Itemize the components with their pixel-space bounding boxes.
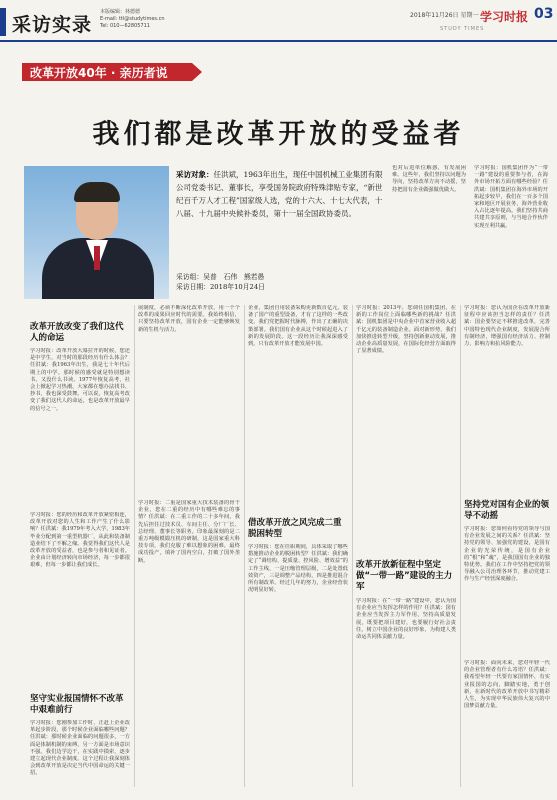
subhead-q5: 坚持党对国有企业的领导不动摇 [464,500,550,521]
subhead-q1: 改革开放改变了我们这代人的命运 [30,322,124,343]
interview-meta [176,272,386,292]
section-title: 采访实录 [12,14,93,36]
text-block-c5a: 学习时报：您如何看待党的领导与国有企业发展之间的关系？任洪斌：坚持党的领导、加强党的建设，是国有企业的光荣传统，是国有企业的“根”和“魂”，是我国国有企业的独特优势。我们在工作中坚持把党的领导融入公司治理各环节，推动党建工作与生产经营深度融合。 [464,526,550,583]
paper-logo: 学习时报 [480,10,529,24]
text-block-c4c: 学习时报：在“一带一路”建设中，您认为国有企业应当发挥怎样的作用？任洪斌：国有企业应当发挥主力军作用，坚持高质量发展，既要把项目建好，也要履行好社会责任，树立中国企业的良好形象，为构建人类命运共同体贡献力量。 [356,598,456,641]
subhead-q2: 坚守实业报国情怀不改革中艰难前行 [30,694,124,715]
editor-info [100,9,165,30]
series-banner-label: 改革开放40年 · 亲历者说 [30,66,168,80]
editor-line: 本版编辑：林德德 [100,9,141,15]
interviewee-intro [176,168,386,220]
text-block-c4b: 学习时报：国机集团作为“一带一路”建设的重要参与者，在海外市场开拓方面有哪些经验？任洪斌：国机集团在海外市场的开拓起步较早，我们在一百多个国家和地区开展业务，海外营业收入占比逐年提高。我们坚持共商共建共享原则，与当地合作伙伴实现互利共赢。 [474,165,548,229]
page-number: 03 [534,6,554,22]
column-divider [134,305,135,787]
text-block-c3b: 学习时报：您在任职期间，具体采取了哪些措施推动企业的脱困转型？任洪斌：我们确定了“调结构、提质量、控风险、增效益”的工作主线，一是压缩管理层级，二是处置低效资产，三是调整产品结构，四是推进混合所有制改革。经过几年的努力，企业经营状况明显好转。 [248,544,348,594]
text-block-c4d: 学习时报：您认为国企在改革开放新征程中应该担当怎样的责任？任洪斌：国企要坚定不移推进改革，完善中国特色现代企业制度，发展混合所有制经济，增强国有经济活力、控制力、影响力和抗风险能力。 [464,305,550,348]
interviewer-names: 采访组：吴普 石伟 熊若愚 [176,273,265,281]
issue-date: 2018年11月26日 星期一 [410,12,479,19]
text-block-c1b: 学习时报：您的经历和改革开放紧密相连，改革开放对您的人生和工作产生了什么影响？任洪斌：我1979年考入大学，1983年毕业分配到第一重型机器厂，从此和装备制造业结下了不解之缘。我觉得我们这代人是改革开放的受益者，也是参与者和见证者。企业由计划经济转向市场经济，每一步都很艰难，但每一步都让我们成长。 [30,512,130,569]
text-block-c1a: 学习时报：改革开放大幕拉开的时候，您还是中学生，对当时的那段经历有什么体会？任洪斌：我1963年出生，我是七十年代后期上的中学。那时候的感受就是特别想读书，又没什么书读。1977年恢复高考，社会上掀起学习热潮，大家都在想办法找书、抄书，我也深受鼓舞。可以说，恢复高考改变了我们这代人的命运，也是改革开放最早的信号之一。 [30,348,130,412]
paper-tagline: STUDY TIMES [440,26,485,32]
text-block-c2b: 学习时报：二重是国家重大技术装备的骨干企业，您在二重的经历中有哪些难忘的事情？任洪斌：在二重工作的二十多年间，我先后担任过技术员、车间主任、分厂厂长、总经理、董事长等职务。印象最深刻的是二重万吨级模锻压机的研制，这是国家重大科技专项，我们克服了难以想象的困难，最终成功投产，填补了国内空白，打破了国外垄断。 [138,500,240,564]
column-divider [460,305,461,787]
email-line: E-mail: ttl@studytimes.cn [100,16,165,22]
text-block-c3a: 企业，集团自用装备采购更新数百亿元，装备了国产的重型设备，才有了这样的一些改变。我们党把握时代脉搏，作出了正确的决策部署。我们国有企业从这个时候起进入了新的发展阶段。这一段经历让我深深感受到，只有改革开放才能发展中国。 [248,305,348,348]
interviewee-photo [24,166,169,299]
header-accent-bar [0,8,6,36]
text-block-c4a: 也对后进单位解惑，有发展困难。这些年，我们坚持以问题为导向，坚持改革方向不动摇，坚持把国有企业做强做优做大。 [392,165,466,193]
text-block-c5b: 学习时报：面向未来，您对年轻一代的企业管理者有什么寄语？任洪斌：我希望年轻一代要有家国情怀，有实业报国的志向，脚踏实地，勇于创新，在新时代的改革开放中书写精彩人生，为实现中华民族伟大复兴的中国梦贡献力量。 [464,660,550,710]
header-divider [0,40,557,42]
intro-text: 任洪斌，1963年出生，现任中国机械工业集团有限公司党委书记、董事长，享受国务院政府特殊津贴专家，“新世纪百千万人才工程”国家级人选，党的十六大、十七大代表，十八届、十九届中央候补委员，第十一届全国政协委员。 [176,170,383,218]
series-banner-arrow [192,63,202,81]
page-headline: 我们都是改革开放的受益者 [92,119,465,150]
interview-date: 采访日期：2018年10月24日 [176,283,265,291]
text-block-c1c: 学习时报：您刚参加工作时，正赶上企业改革起步阶段，那个时候企业面临哪些问题？任洪斌：那时候企业面临的问题很多，一方面是体制机制的束缚，另一方面是市场意识不强。我们边学边干，在实践中摸索，逐步建立起现代企业制度。这个过程让我深刻体会到改革开放是决定当代中国命运的关键一招。 [30,720,130,777]
column-divider [244,305,245,787]
column-divider [352,305,353,787]
tel-line: Tel: 010—62805711 [100,23,150,29]
intro-lead: 采访对象： [176,170,214,179]
subhead-q4: 改革开放新征程中坚定做“一带一路”建设的主力军 [356,560,453,592]
text-block-c2a: 展制度，必须不断深化改革开放，用一个个改革的成果回应时代的需要。我始终相信，只要坚持改革开放，国有企业一定能够焕发新的生机与活力。 [138,305,240,333]
text-block-c3c: 学习时报：2013年，您调任国机集团，在新的工作岗位上面临哪些新的挑战？任洪斌：国机集团是中央企业中首家营业收入超千亿元的装备制造企业。面对新形势，我们加快推进转型升级，坚持创新驱动发展，推动企业高质量发展，在国际化经营方面取得了显著成绩。 [356,305,456,355]
subhead-q3: 借改革开放之风完成二重脱困转型 [248,518,342,539]
